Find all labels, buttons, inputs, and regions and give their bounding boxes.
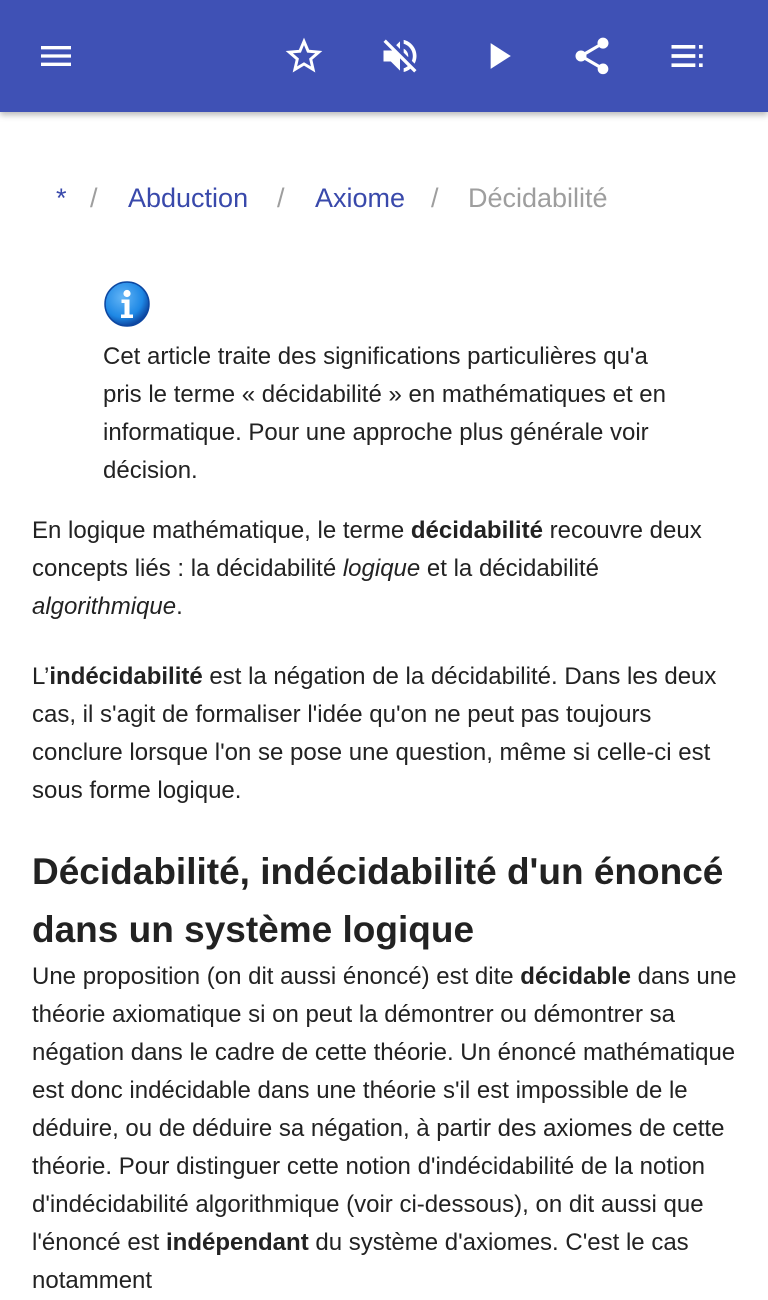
term-undecidability: indécidabilité [49,663,203,690]
text-span: est la négation de la décidabilité. Dans les deux cas, il s'agit de formaliser l'idée qu'on ne peut pas toujours conclure lorsque l'on se pose une question, même si celle-ci est sous forme logique. [32,663,717,804]
contents-button[interactable] [660,28,716,84]
term-logical: logique [342,555,421,582]
section-heading: Décidabilité, indécidabilité d'un énoncé dans un système logique [32,851,724,950]
share-button[interactable] [564,28,620,84]
text-span: Une proposition (on dit aussi énoncé) est dite [32,963,521,990]
breadcrumb [0,176,768,220]
text-span: recouvre deux concepts liés : la décidabilité [32,517,702,582]
menu-icon [36,36,76,76]
intro-paragraph [32,512,742,626]
term-decidability: décidabilité [410,517,543,544]
breadcrumb-item-home[interactable]: * [56,183,67,213]
bookmark-button[interactable] [276,28,332,84]
mute-button[interactable] [372,28,428,84]
breadcrumb-separator: / [277,183,285,213]
text-span: dans une théorie axiomatique si on peut la démontrer ou démontrer sa négation dans le cadre de cette théorie. Un énoncé mathématique est donc indécidable dans une théorie s'il est impossible de le déduire, ou de déduire sa négation, à partir des axiomes de cette théorie. Pour distinguer cette notion d'indécidabilité de la notion d'indécidabilité algorithmique (voir ci-dessous), on dit aussi que l'énoncé est [32,963,737,1256]
breadcrumb-current: Décidabilité [468,183,608,213]
term-decidable: décidable [520,963,632,990]
text-span: En logique mathématique, le terme [32,517,411,544]
text-span: . [176,593,183,620]
breadcrumb-item-axiome[interactable]: Axiome [315,183,406,213]
play-icon [476,34,520,78]
text-span: L’ [32,663,50,690]
volume-off-icon [378,34,422,78]
term-independent: indépendant [166,1229,309,1256]
breadcrumb-separator: / [90,183,98,213]
breadcrumb-item-abduction[interactable]: Abduction [128,183,249,213]
play-button[interactable] [470,28,526,84]
undecidability-paragraph [32,658,742,810]
breadcrumb-separator: / [431,183,439,213]
term-algorithmic: algorithmique [32,593,177,620]
text-span: du système d'axiomes. C'est le cas notamment [32,1229,689,1294]
app-bar [0,0,768,112]
text-span: et la décidabilité [420,555,600,582]
share-icon [570,34,614,78]
menu-button[interactable] [28,28,84,84]
section-paragraph [32,958,742,1300]
info-icon [103,280,151,328]
playlist-icon [666,34,710,78]
star-outline-icon [282,34,326,78]
info-note: Cet article traite des significations particulières qu'a pris le terme « décidabilité » en mathématiques et en informatique. Pour une approche plus générale voir décision. [103,343,666,484]
